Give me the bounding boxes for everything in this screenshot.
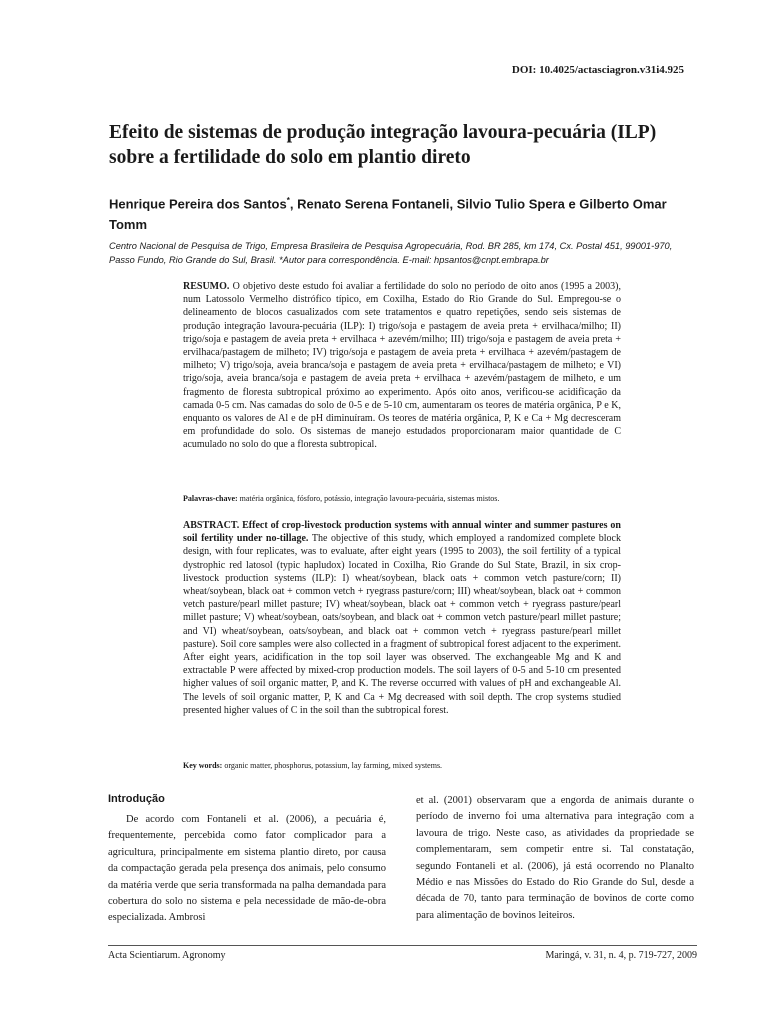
abstract-label: ABSTRACT. Effect of crop-livestock production systems with annual winter and summer pastures on soil fertility under no-tillage. (183, 520, 621, 545)
author-affiliation: Centro Nacional de Pesquisa de Trigo, Empresa Brasileira de Pesquisa Agropecuária, Rod. BR 285, km 174, Cx. Postal 451, 99001-970, Passo Fundo, Rio Grande do Sul, Brasil. *Autor para correspondência. E-mail: hpsantos@cnpt.embrapa.br (109, 241, 673, 265)
resumo-text: O objetivo deste estudo foi avaliar a fertilidade do solo no período de oito anos (1995 a 2003), num Latossolo Vermelho distrófico típico, em Coxilha, Estado do Rio Grande do Sul. Empregou-se o delineamento de blocos casualizados com sete tratamentos e quatro repetições, sendo seis sistemas de produção integração lavoura-pecuária (ILP): I) trigo/soja e pastagem de aveia preta + ervilhaca/milho; II) trigo/soja e pastagem de aveia preta + ervilhaca + azevém/milho; III) trigo/soja e pastagem de aveia preta + ervilhaca/pastagem de milheto; IV) trigo/soja e pastagem de aveia preta + ervilhaca + azevém/pastagem de milheto; V) trigo/soja, aveia branca/soja e pastagem de aveia preta + ervilhaca/pastagem de milheto; e VI) trigo/soja, aveia branca/soja e pastagem de aveia preta + ervilhaca + azevém/pastagem de milheto, e um fragmento de floresta subtropical próximo ao experimento. Após oito anos, verificou-se acidificação da camada 0-5 cm. Nas camadas do solo de 0-5 e de 5-10 cm, aumentaram os teores de matéria orgânica, P e K, enquanto os valores de Al e de pH diminuíram. Os teores de matéria orgânica, P, K e Ca + Mg decresceram em profundidade do solo. Os sistemas de manejo estudados proporcionaram maior quantidade de C acumulado no solo do que a floresta subtropical. (183, 281, 621, 451)
article-title: Efeito de sistemas de produção integração lavoura-pecuária (ILP) sobre a fertilidade do solo em plantio direto (109, 122, 657, 168)
resumo-label: RESUMO. (183, 281, 230, 292)
doi-label: DOI: 10.4025/actasciagron.v31i4.925 (511, 64, 684, 76)
corresponding-author-mark: * (286, 196, 290, 205)
footer-citation: Maringá, v. 31, n. 4, p. 719-727, 2009 (545, 950, 697, 961)
resumo-paragraph (183, 280, 621, 452)
palavras-chave-text: matéria orgânica, fósforo, potássio, integração lavoura-pecuária, sistemas mistos. (237, 494, 500, 503)
intro-left-column: De acordo com Fontaneli et al. (2006), a pecuária é, frequentemente, percebida como fator complicador para a agricultura, principalmente em sistema plantio direto, por causa da compactação gerada pela presença dos animais, pelo consumo da matéria verde que seria transformada na palha demandada para cobertura do solo no sistema e pela necessidade de mão-de-obra especializada. Ambrosi (108, 814, 386, 924)
footer-divider (108, 945, 697, 946)
author-list (109, 190, 689, 235)
abstract-text: The objective of this study, which employed a randomized complete block design, with four replicates, was to evaluate, after eight years (1995 to 2003), the soil fertility of a typical dystrophic red latosol (typic hapludox) located in Coxilha, Rio Grande do Sul State, Brazil, in six crop-livestock production systems (ILP): I) wheat/soybean, black oats + common vetch pasture/corn; II) wheat/soybean, black oat + common vetch + ryegrass pasture/corn; III) wheat/soybean, black oat + common vetch pasture/pearl millet pasture; IV) wheat/soybean, black oat + common vetch + ryegrass pasture/pearl millet pasture; V) wheat/soybean, oats/soybean, and black oat + common vetch pasture/pearl millet pasture; and VI) wheat/soybean, oats/soybean, and black oat + common vetch + ryegrass pasture/pearl millet pasture). Soil core samples were also collected in a fragment of subtropical forest adjacent to the experiment. After eight years, acidification in the top soil layer was observed. The exchangeable Mg and K and extractable P were affected by mixed-crop production models. The soil layers of 0-5 and 5-10 cm presented higher values of soil organic matter, P, and K. The reverse occurred with values of pH and exchangeable Al. The levels of soil organic matter, P, K and Ca + Mg decreased with soil depth. The crop systems studied presented higher values of C in the soil than the subtropical forest. (183, 533, 621, 716)
footer-journal: Acta Scientiarum. Agronomy (108, 950, 226, 961)
intro-right-column: et al. (2001) observaram que a engorda de animais durante o período de inverno foi uma alternativa para integração com a lavoura de trigo. Neste caso, as atividades da propriedade se complementaram, sem competir entre si. Tal constatação, segundo Fontaneli et al. (2006), já está ocorrendo no Planalto Médio e nas Missões do Estado do Rio Grande do Sul, desde a década de 70, tanto para terminação de bovinos de corte como para alimentação de bovinos leiteiros. (416, 795, 694, 921)
palavras-chave (183, 494, 621, 504)
other-authors: , Renato Serena Fontaneli, Silvio Tulio Spera e Gilberto Omar Tomm (109, 196, 667, 233)
key-words (183, 761, 621, 771)
key-words-label: Key words: (183, 761, 223, 770)
abstract-paragraph (183, 519, 621, 717)
key-words-text: organic matter, phosphorus, potassium, lay farming, mixed systems. (222, 761, 443, 770)
first-author: Henrique Pereira dos Santos (109, 196, 287, 212)
section-heading-introducao: Introdução (108, 793, 165, 805)
palavras-chave-label: Palavras-chave: (183, 494, 238, 503)
